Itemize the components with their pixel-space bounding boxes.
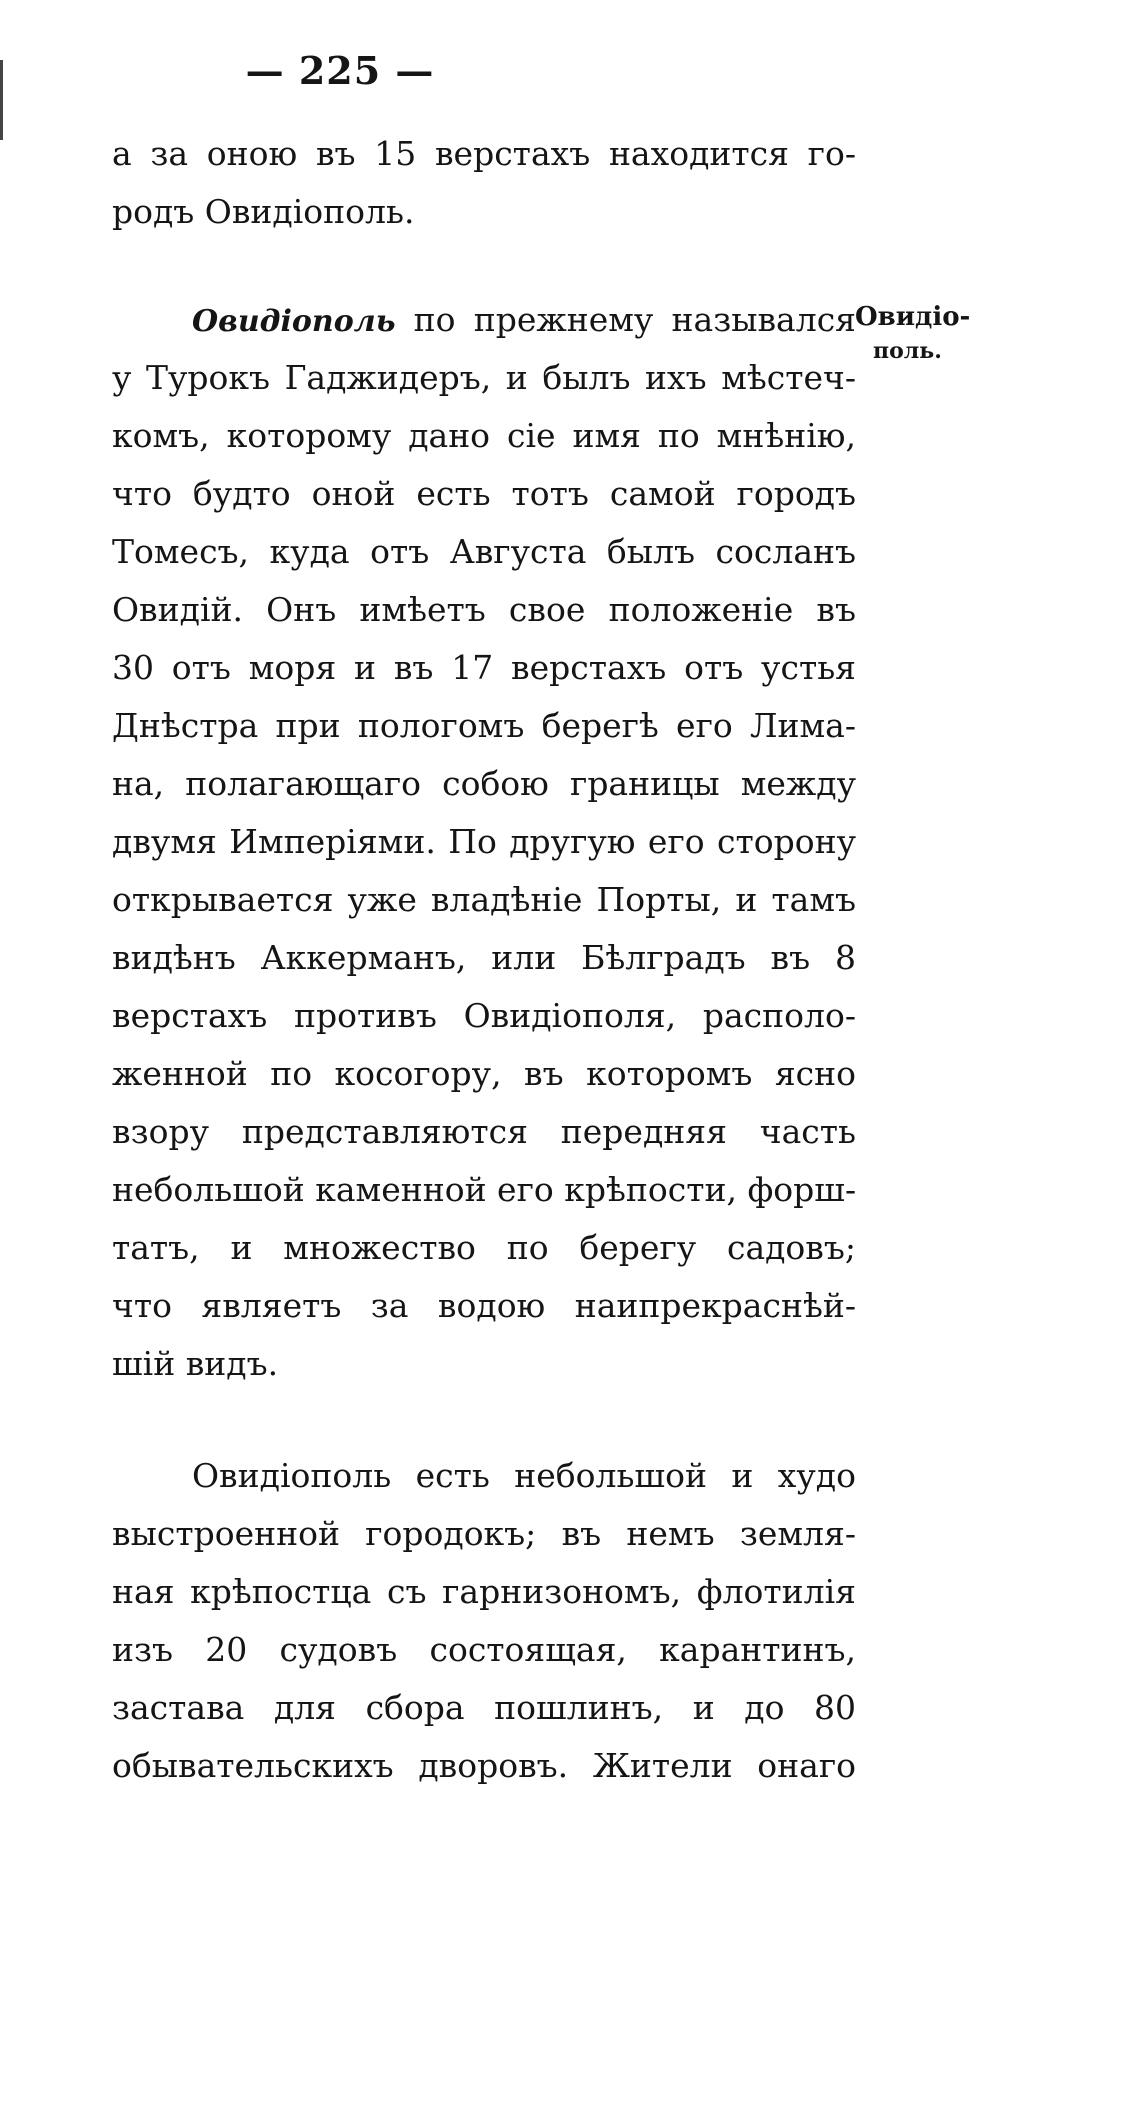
text-line: комъ, которому дано сіе имя по мнѣнію, [112,416,856,455]
text-line: что являетъ за водою наипрекраснѣй- [112,1286,856,1325]
margin-note [855,300,970,368]
page-number-header: — 225 — [245,48,435,93]
text-line: застава для сбора пошлинъ, и до 80 [112,1688,856,1727]
text-line: видѣнъ Аккерманъ, или Бѣлградъ въ 8 [112,938,856,977]
text-line: верстахъ противъ Овидіополя, располо- [112,996,856,1035]
text-line: на, полагающаго собою границы между [112,764,856,803]
text-line: что будто оной есть тотъ самой городъ [112,474,856,513]
text-line: родъ Овидіополь. [112,192,415,231]
text-line: изъ 20 судовъ состоящая, карантинъ, [112,1630,856,1669]
text-line: а за оною въ 15 верстахъ находится го- [112,134,856,173]
text-line: Днѣстра при пологомъ берегѣ его Лима- [112,706,856,745]
text-line: обывательскихъ дворовъ. Жители онаго [112,1746,856,1785]
text-line: двумя Имперіями. По другую его сторону [112,822,856,861]
text-line: у Турокъ Гаджидеръ, и былъ ихъ мѣстеч- [112,358,856,397]
text-line: татъ, и множество по берегу садовъ; [112,1228,856,1267]
text-line: взору представляются передняя часть [112,1112,856,1151]
paragraph-first-line [192,294,856,348]
text-line: открывается уже владѣніе Порты, и тамъ [112,880,856,919]
text-line: Овидій. Онъ имѣетъ свое положеніе въ [112,590,856,629]
text-line: женной по косогору, въ которомъ ясно [112,1054,856,1093]
text-line: ная крѣпостца съ гарнизономъ, флотилія [112,1572,856,1611]
text-line: небольшой каменной его крѣпости, форш- [112,1170,857,1209]
text-line: шій видъ. [112,1344,279,1383]
margin-note-line: Овидіо- [855,302,971,332]
margin-note-line: поль. [873,338,942,364]
text-line: Томесъ, куда отъ Августа былъ сосланъ [112,532,856,571]
first-line-text: по прежнему назывался [395,300,856,339]
text-line: Овидіополь есть небольшой и худо [192,1456,856,1495]
italic-lead-word: Овидіополь [192,304,396,339]
text-line: 30 отъ моря и въ 17 верстахъ отъ устья [112,648,856,687]
text-line: выстроенной городокъ; въ немъ земля- [112,1514,856,1553]
